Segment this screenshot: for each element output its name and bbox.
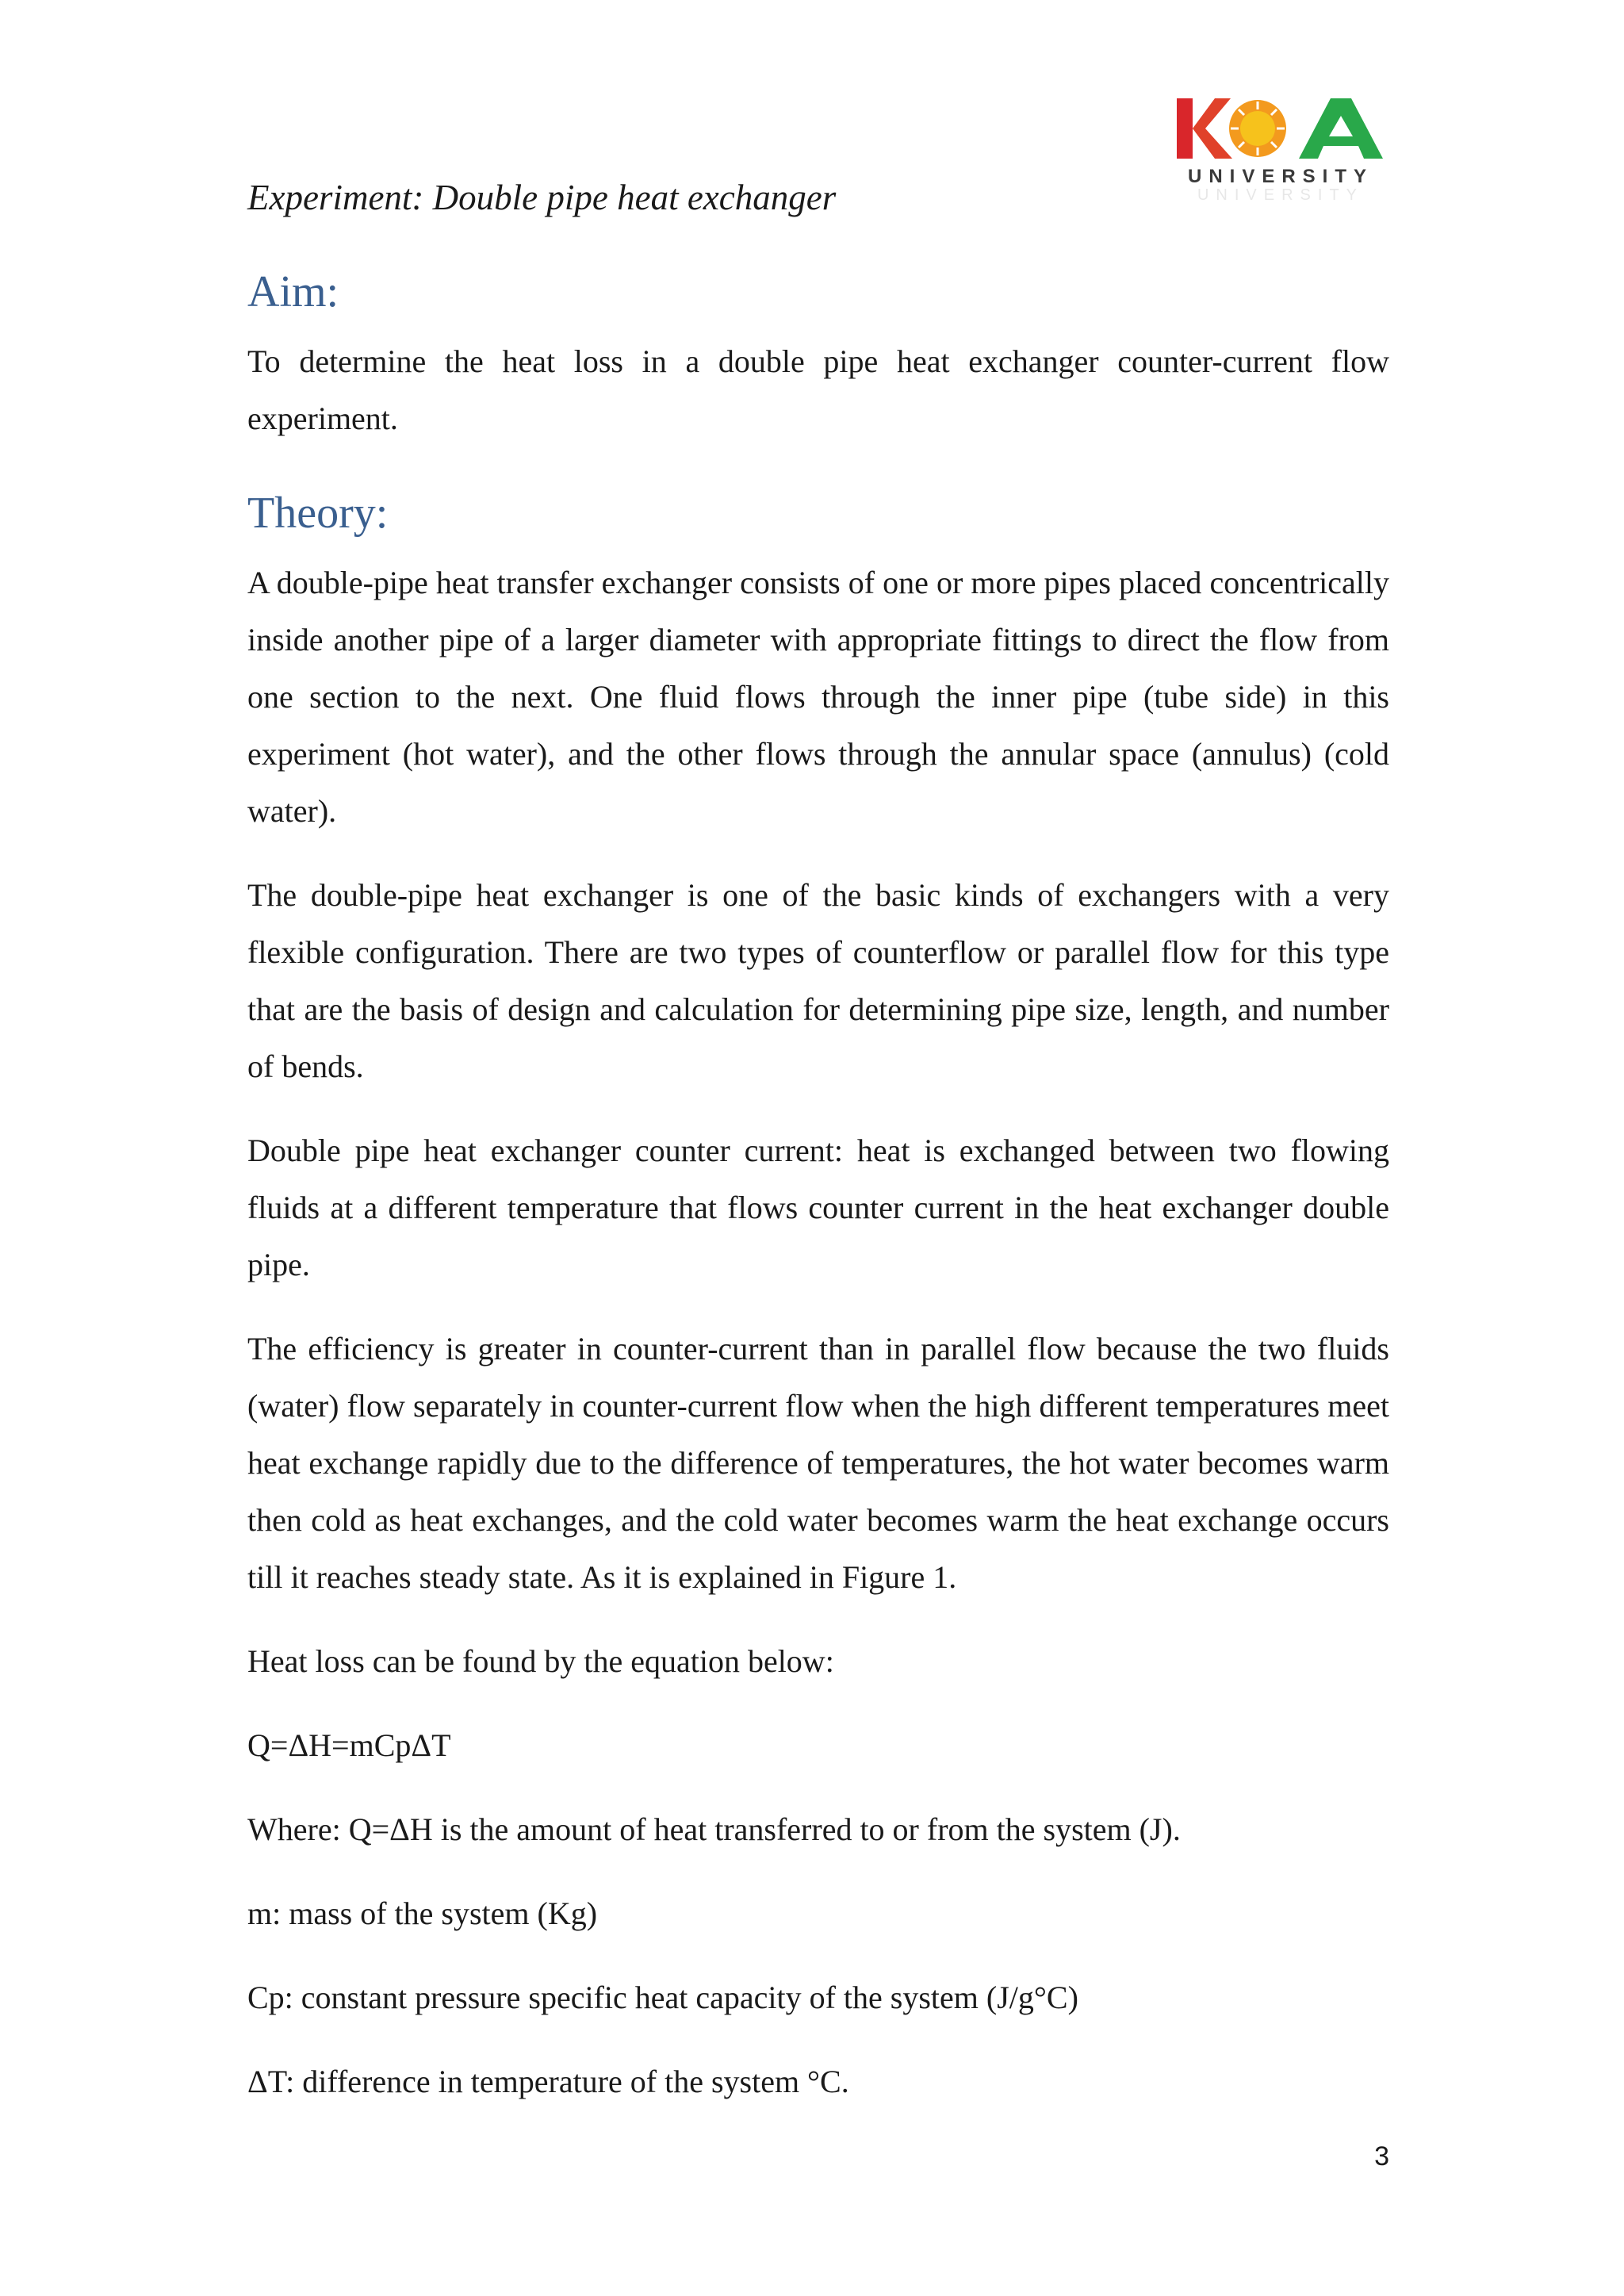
theory-paragraph-4: The efficiency is greater in counter-current than in parallel flow because the two fluids (water) flow separately in counter-current flow when the high different temperatures meet heat exchange rapidly due to the difference of temperatures, the hot water becomes warm then cold as heat exchanges, and the cold water becomes warm the heat exchange occurs till it reaches steady state. As it is explained in Figure 1.	[247, 1331, 1389, 1596]
equation: Q=ΔH=mCpΔT	[247, 1727, 451, 1764]
university-logo	[1175, 97, 1386, 208]
logo-subtext: UNIVERSITY	[1187, 166, 1374, 187]
definition-m: m: mass of the system (Kg)	[247, 1895, 598, 1932]
theory-paragraph-3: Double pipe heat exchanger counter current: heat is exchanged between two flowing fluids at a different temperature that flows counter current in the heat exchanger double pipe.	[247, 1133, 1389, 1283]
aim-text: To determine the heat loss in a double pipe heat exchanger counter-current flow experiment.	[247, 343, 1389, 437]
theory-paragraph-2: The double-pipe heat exchanger is one of the basic kinds of exchangers with a very flexible configuration. There are two types of counterflow or parallel flow for this type that are the basis of design and calculation for determining pipe size, length, and number of bends.	[247, 877, 1389, 1085]
equation-intro: Heat loss can be found by the equation below:	[247, 1643, 834, 1680]
page-number: 3	[1374, 2141, 1389, 2171]
document-title: Experiment: Double pipe heat exchanger	[247, 178, 837, 217]
theory-heading: Theory:	[247, 489, 389, 539]
aim-heading: Aim:	[247, 267, 339, 316]
logo-subtext-reflection: UNIVERSITY	[1197, 186, 1365, 204]
theory-paragraph-1: A double-pipe heat transfer exchanger consists of one or more pipes placed concentrically inside another pipe of a larger diameter with appropriate fittings to direct the flow from one section to the next. One fluid flows through the inner pipe (tube side) in this experiment (hot water), and the other flows through the annular space (annulus) (cold water).	[247, 565, 1389, 830]
definition-q: Where: Q=ΔH is the amount of heat transferred to or from the system (J).	[247, 1811, 1181, 1848]
definition-cp: Cp: constant pressure specific heat capacity of the system (J/g°C)	[247, 1980, 1078, 2016]
document-body	[247, 266, 1389, 2110]
definition-dt: ΔT: difference in temperature of the system °C.	[247, 2064, 849, 2100]
